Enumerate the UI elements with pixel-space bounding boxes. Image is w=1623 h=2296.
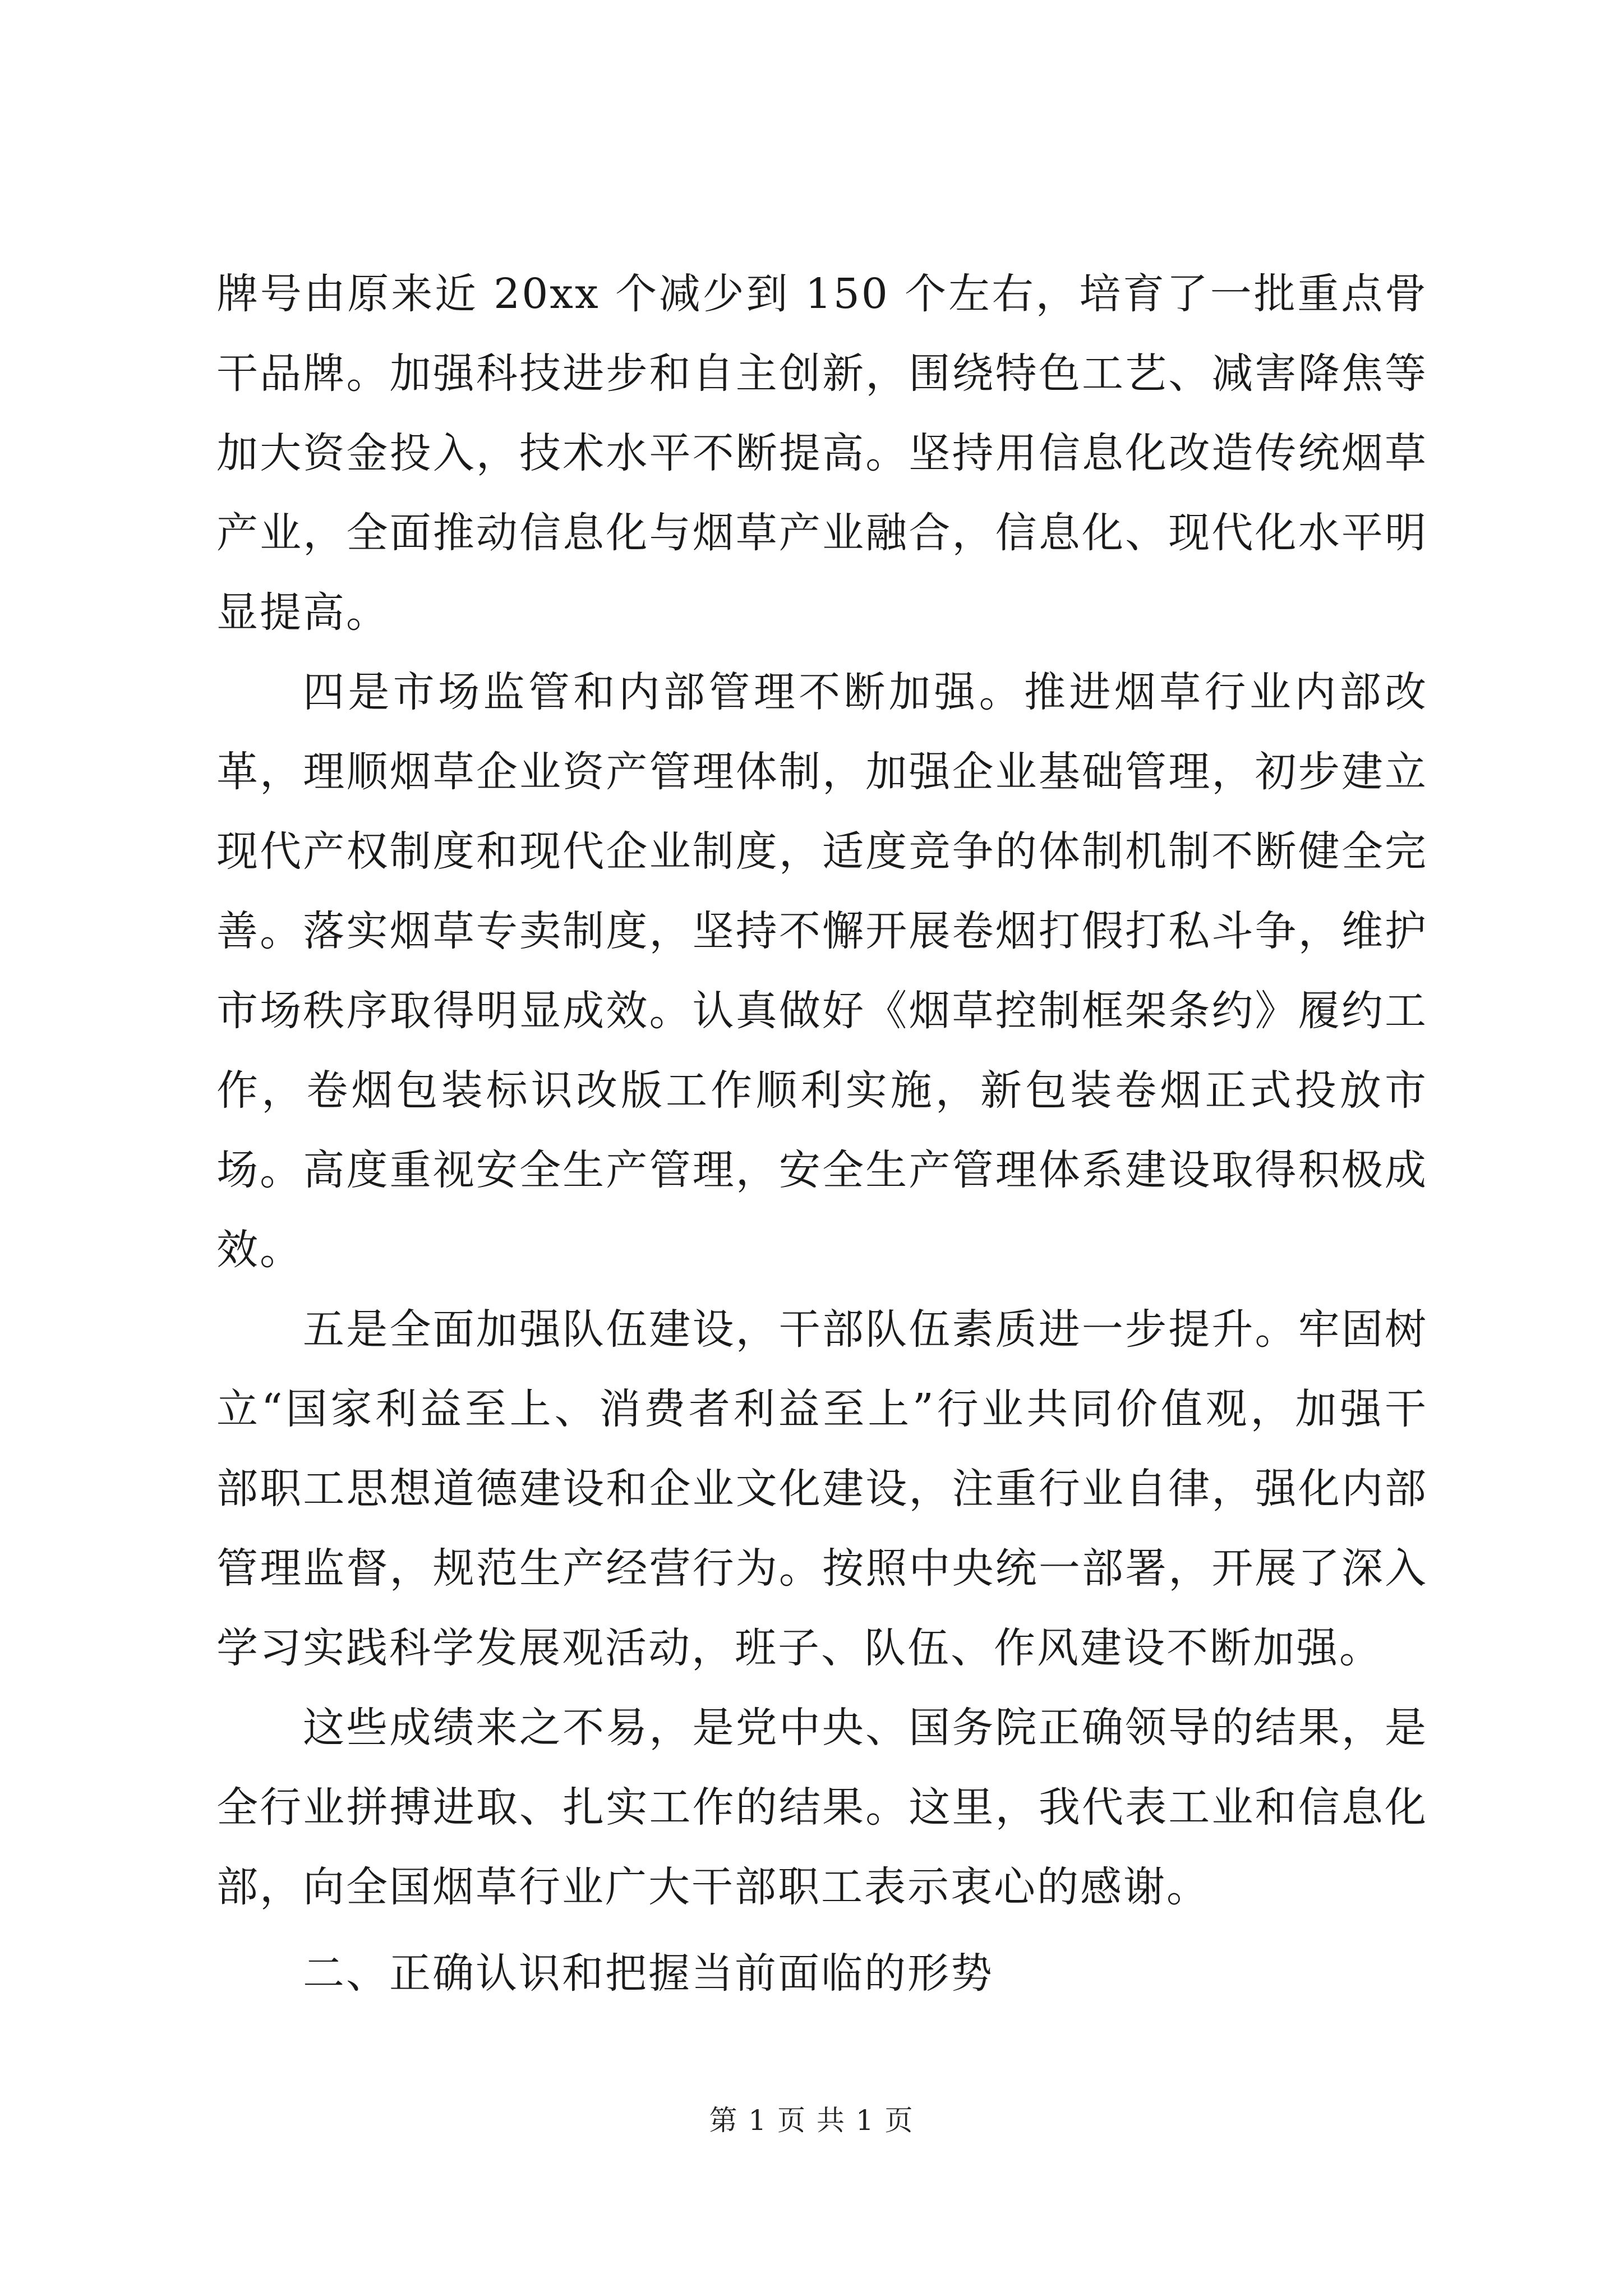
- paragraph-continuation: 牌号由原来近 20xx 个减少到 150 个左右，培育了一批重点骨干品牌。加强科技进步和自主创新，围绕特色工艺、减害降焦等加大资金投入，技术水平不断提高。坚持用信息化改造传统烟草产业，全面推动信息化与烟草产业融合，信息化、现代化水平明显提高。: [216, 270, 1428, 637]
- document-body: [216, 254, 1428, 2013]
- paragraph-market-supervision: 四是市场监管和内部管理不断加强。推进烟草行业内部改革，理顺烟草企业资产管理体制，加强企业基础管理，初步建立现代产权制度和现代企业制度，适度竞争的体制机制不断健全完善。落实烟草专卖制度，坚持不懈开展卷烟打假打私斗争，维护市场秩序取得明显成效。认真做好《烟草控制框架条约》履约工作，卷烟包装标识改版工作顺利实施，新包装卷烟正式投放市场。高度重视安全生产管理，安全生产管理体系建设取得积极成效。: [216, 668, 1428, 1274]
- section-heading: 二、正确认识和把握当前面临的形势: [303, 1949, 994, 1998]
- page-footer: 第 1 页 共 1 页: [709, 2104, 914, 2137]
- paragraph-achievements-thanks: 这些成绩来之不易，是党中央、国务院正确领导的结果，是全行业拼搏进取、扎实工作的结果。这里，我代表工业和信息化部，向全国烟草行业广大干部职工表示衷心的感谢。: [216, 1704, 1428, 1911]
- paragraph-team-building: 五是全面加强队伍建设，干部队伍素质进一步提升。牢固树立“国家利益至上、消费者利益至上”行业共同价值观，加强干部职工思想道德建设和企业文化建设，注重行业自律，强化内部管理监督，规范生产经营行为。按照中央统一部署，开展了深入学习实践科学发展观活动，班子、队伍、作风建设不断加强。: [216, 1305, 1428, 1672]
